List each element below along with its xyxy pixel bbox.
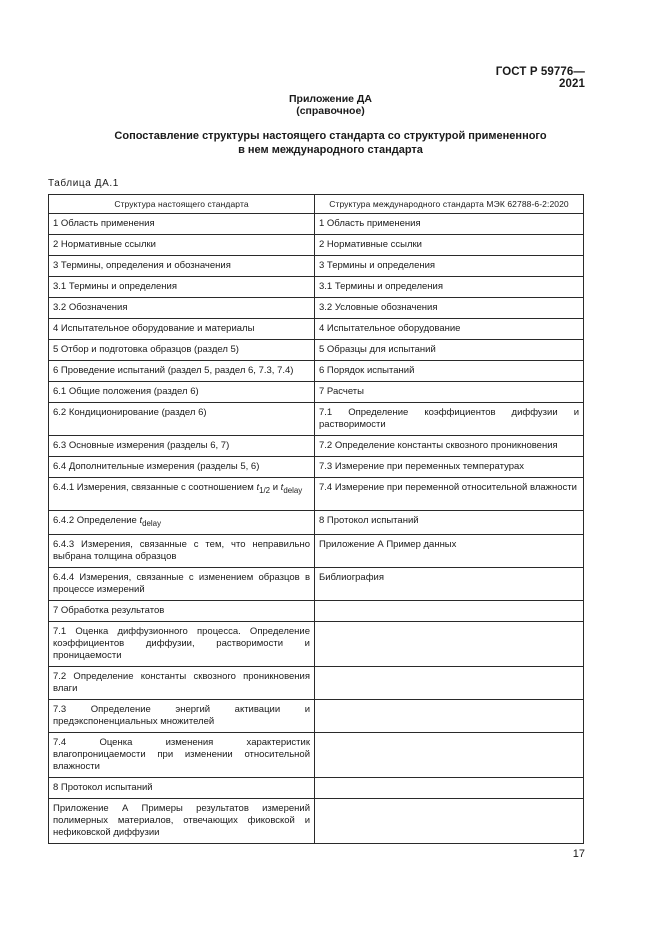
international-cell: 4 Испытательное оборудование [315, 319, 584, 340]
national-cell: 5 Отбор и подготовка образцов (раздел 5) [49, 340, 315, 361]
international-cell: 1 Область применения [315, 214, 584, 235]
national-cell: 4 Испытательное оборудование и материалы [49, 319, 315, 340]
national-cell-formula [49, 478, 315, 511]
national-cell: 8 Протокол испытаний [49, 777, 315, 798]
header-national-structure: Структура настоящего стандарта [49, 195, 315, 214]
international-cell: 7.4 Измерение при переменной относительной влажности [315, 478, 584, 511]
table-row [49, 511, 584, 535]
international-cell: 7 Расчеты [315, 382, 584, 403]
table-row [49, 436, 584, 457]
annex-title: Приложение ДА [289, 93, 372, 105]
international-cell: 2 Нормативные ссылки [315, 235, 584, 256]
national-cell: 6.2 Кондиционирование (раздел 6) [49, 403, 315, 436]
table-row [49, 567, 584, 600]
formula-prefix: 6.4.1 Измерения, связанные с соотношением [53, 482, 257, 493]
international-cell [315, 732, 584, 777]
national-cell: 6.3 Основные измерения (разделы 6, 7) [49, 436, 315, 457]
national-cell: 6.1 Общие положения (раздел 6) [49, 382, 315, 403]
international-cell: 7.1 Определение коэффициентов диффузии и растворимости [315, 403, 584, 436]
international-cell: Приложение А Пример данных [315, 534, 584, 567]
table-row [49, 666, 584, 699]
symbol-t: t [139, 515, 143, 526]
international-cell: 8 Протокол испытаний [315, 511, 584, 535]
table-row [49, 621, 584, 666]
national-cell: 6.4.4 Измерения, связанные с изменением образцов в процессе измерений [49, 567, 315, 600]
national-cell-formula [49, 511, 315, 535]
national-cell: 2 Нормативные ссылки [49, 235, 315, 256]
symbol-t: t [256, 482, 260, 493]
national-cell: Приложение А Примеры результатов измерений полимерных материалов, отвечающих фиковской и нефиковской диффузии [49, 798, 315, 843]
annex-heading [0, 129, 661, 157]
table-row [49, 478, 584, 511]
national-cell: 7.1 Оценка диффузионного процесса. Определение коэффициентов диффузии, растворимости и проницаемости [49, 621, 315, 666]
symbol-t: t [280, 482, 284, 493]
annex-heading-line-1: Сопоставление структуры настоящего стандарта со структурой примененного [114, 130, 547, 142]
international-cell: 3.2 Условные обозначения [315, 298, 584, 319]
table-row [49, 777, 584, 798]
national-cell: 3.2 Обозначения [49, 298, 315, 319]
table-row [49, 600, 584, 621]
national-cell: 6 Проведение испытаний (раздел 5, раздел 6, 7.3, 7.4) [49, 361, 315, 382]
national-cell: 7 Обработка результатов [49, 600, 315, 621]
international-cell: 7.3 Измерение при переменных температурах [315, 457, 584, 478]
international-cell [315, 666, 584, 699]
table-row [49, 340, 584, 361]
national-cell: 3.1 Термины и определения [49, 277, 315, 298]
symbol-subscript: delay [283, 485, 303, 495]
international-cell [315, 699, 584, 732]
national-cell: 6.4 Дополнительные измерения (разделы 5, 6) [49, 457, 315, 478]
formula-prefix: 6.4.2 Определение [53, 515, 140, 526]
national-cell: 7.4 Оценка изменения характеристик влагопроницаемости при изменении относительной влажности [49, 732, 315, 777]
national-cell: 1 Область применения [49, 214, 315, 235]
table-row [49, 277, 584, 298]
national-cell: 6.4.3 Измерения, связанные с тем, что неправильно выбрана толщина образцов [49, 534, 315, 567]
table-row [49, 298, 584, 319]
international-cell [315, 777, 584, 798]
formula-conjunction: и [270, 482, 281, 493]
national-cell: 7.2 Определение константы сквозного проникновения влаги [49, 666, 315, 699]
table-row [49, 732, 584, 777]
table-row [49, 256, 584, 277]
table-row [49, 798, 584, 843]
page-number: 17 [572, 848, 585, 860]
international-cell: 6 Порядок испытаний [315, 361, 584, 382]
annex-heading-line-2: в нем международного стандарта [238, 144, 423, 156]
international-cell: 3 Термины и определения [315, 256, 584, 277]
international-cell: 3.1 Термины и определения [315, 277, 584, 298]
national-cell: 3 Термины, определения и обозначения [49, 256, 315, 277]
international-cell: Библиография [315, 567, 584, 600]
annex-type: (справочное) [296, 105, 365, 117]
table-row [49, 235, 584, 256]
annex-title-block [0, 93, 661, 117]
comparison-table [48, 194, 584, 844]
table-row [49, 319, 584, 340]
international-cell [315, 621, 584, 666]
symbol-subscript: 1/2 [259, 485, 271, 495]
standard-code: ГОСТ Р 59776—2021 [495, 66, 585, 90]
table-row [49, 403, 584, 436]
table-row [49, 699, 584, 732]
international-cell: 7.2 Определение константы сквозного проникновения [315, 436, 584, 457]
table-row [49, 534, 584, 567]
table-header-row [49, 195, 584, 214]
international-cell: 5 Образцы для испытаний [315, 340, 584, 361]
table-row [49, 214, 584, 235]
header-international-structure: Структура международного стандарта МЭК 62788-6-2:2020 [315, 195, 584, 214]
table-row [49, 457, 584, 478]
international-cell [315, 798, 584, 843]
symbol-subscript: delay [142, 518, 162, 528]
table-caption: Таблица ДА.1 [48, 178, 119, 189]
international-cell [315, 600, 584, 621]
national-cell: 7.3 Определение энергий активации и предэкспоненциальных множителей [49, 699, 315, 732]
table-row [49, 361, 584, 382]
table-row [49, 382, 584, 403]
